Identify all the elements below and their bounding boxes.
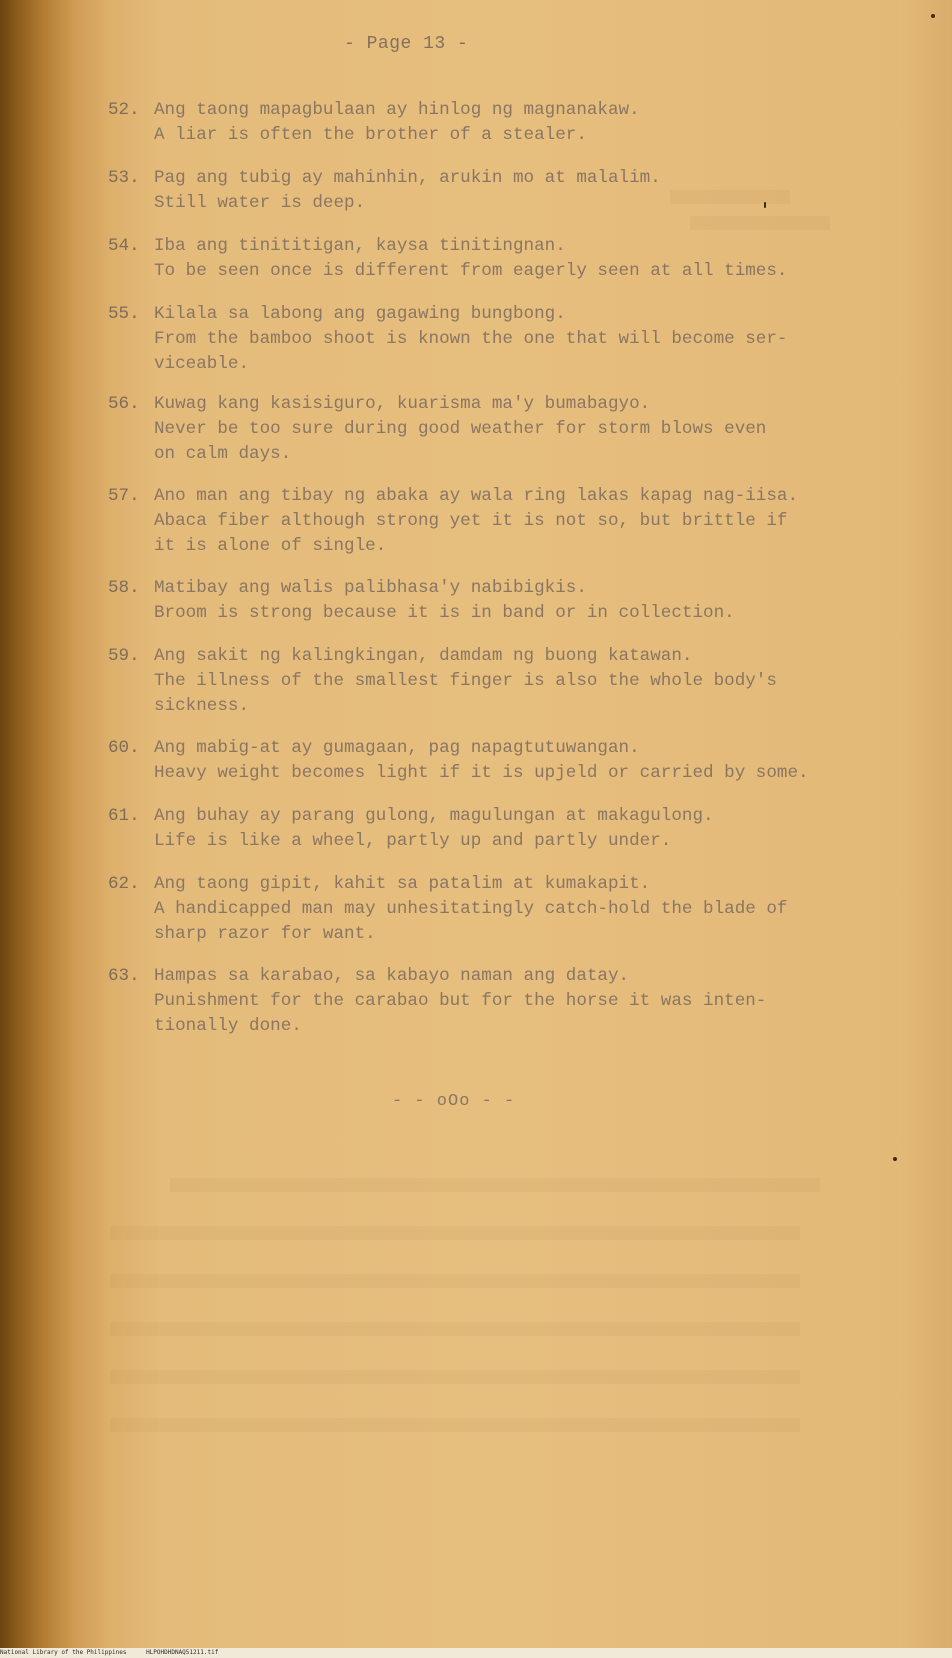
- dust-speck: [931, 14, 935, 18]
- proverb-number: 52.: [108, 100, 140, 120]
- proverb-english: The illness of the smallest finger is also the whole body's: [154, 671, 777, 691]
- dust-speck: [764, 202, 766, 208]
- proverb-english: From the bamboo shoot is known the one that will become ser-: [154, 329, 788, 349]
- proverb-english-cont: it is alone of single.: [154, 536, 387, 556]
- proverb-58: [108, 576, 888, 626]
- proverb-number: 60.: [108, 738, 140, 758]
- proverb-english-cont: viceable.: [154, 354, 250, 374]
- proverb-tagalog: Ang taong gipit, kahit sa patalim at kumakapit.: [154, 874, 651, 894]
- proverb-tagalog: Pag ang tubig ay mahinhin, arukin mo at malalim.: [154, 168, 661, 188]
- proverb-english-cont: sharp razor for want.: [154, 924, 376, 944]
- proverb-tagalog: Ang buhay ay parang gulong, magulungan at makagulong.: [154, 806, 714, 826]
- footer-filename: HLPOHDHDNAQ51211.tif: [146, 1649, 219, 1656]
- dust-speck: [893, 1157, 897, 1161]
- proverb-59: [108, 644, 888, 719]
- proverb-62: [108, 872, 888, 947]
- proverb-english: Broom is strong because it is in band or in collection.: [154, 603, 735, 623]
- page-number-header: - Page 13 -: [344, 34, 469, 54]
- proverb-53: [108, 166, 888, 216]
- proverb-number: 58.: [108, 578, 140, 598]
- proverb-tagalog: Ang taong mapagbulaan ay hinlog ng magnanakaw.: [154, 100, 640, 120]
- proverb-english: To be seen once is different from eagerly seen at all times.: [154, 261, 788, 281]
- proverb-63: [108, 964, 888, 1039]
- proverb-number: 59.: [108, 646, 140, 666]
- section-separator: - - oOo - -: [392, 1092, 516, 1111]
- proverb-54: [108, 234, 888, 284]
- proverb-number: 57.: [108, 486, 140, 506]
- proverb-number: 56.: [108, 394, 140, 414]
- proverb-60: [108, 736, 888, 786]
- proverb-tagalog: Matibay ang walis palibhasa'y nabibigkis.: [154, 578, 587, 598]
- proverb-english: Abaca fiber although strong yet it is not so, but brittle if: [154, 511, 788, 531]
- proverb-number: 54.: [108, 236, 140, 256]
- proverb-english: Still water is deep.: [154, 193, 366, 213]
- proverb-tagalog: Hampas sa karabao, sa kabayo naman ang datay.: [154, 966, 630, 986]
- proverb-number: 61.: [108, 806, 140, 826]
- proverb-number: 63.: [108, 966, 140, 986]
- proverb-english: Heavy weight becomes light if it is upjeld or carried by some.: [154, 763, 809, 783]
- proverb-english: A liar is often the brother of a stealer.: [154, 125, 587, 145]
- proverb-english-cont: tionally done.: [154, 1016, 302, 1036]
- proverb-57: [108, 484, 888, 559]
- proverb-english-cont: on calm days.: [154, 444, 292, 464]
- proverb-tagalog: Iba ang tinititigan, kaysa tinitingnan.: [154, 236, 566, 256]
- proverb-english: A handicapped man may unhesitatingly catch-hold the blade of: [154, 899, 788, 919]
- proverb-number: 62.: [108, 874, 140, 894]
- proverb-tagalog: Kuwag kang kasisiguro, kuarisma ma'y bumabagyo.: [154, 394, 651, 414]
- proverb-english: Life is like a wheel, partly up and partly under.: [154, 831, 672, 851]
- proverb-61: [108, 804, 888, 854]
- scan-footer: [0, 1648, 952, 1658]
- proverb-tagalog: Ang mabig-at ay gumagaan, pag napagtutuwangan.: [154, 738, 640, 758]
- proverb-number: 53.: [108, 168, 140, 188]
- proverb-english: Never be too sure during good weather for storm blows even: [154, 419, 767, 439]
- proverb-tagalog: Ang sakit ng kalingkingan, damdam ng buong katawan.: [154, 646, 693, 666]
- proverb-56: [108, 392, 888, 467]
- proverb-tagalog: Kilala sa labong ang gagawing bungbong.: [154, 304, 566, 324]
- proverb-english-cont: sickness.: [154, 696, 250, 716]
- footer-library: National Library of the Philippines: [0, 1649, 127, 1656]
- proverb-number: 55.: [108, 304, 140, 324]
- proverb-english: Punishment for the carabao but for the horse it was inten-: [154, 991, 767, 1011]
- proverb-55: [108, 302, 888, 377]
- proverb-52: [108, 98, 888, 148]
- proverb-tagalog: Ano man ang tibay ng abaka ay wala ring lakas kapag nag-iisa.: [154, 486, 799, 506]
